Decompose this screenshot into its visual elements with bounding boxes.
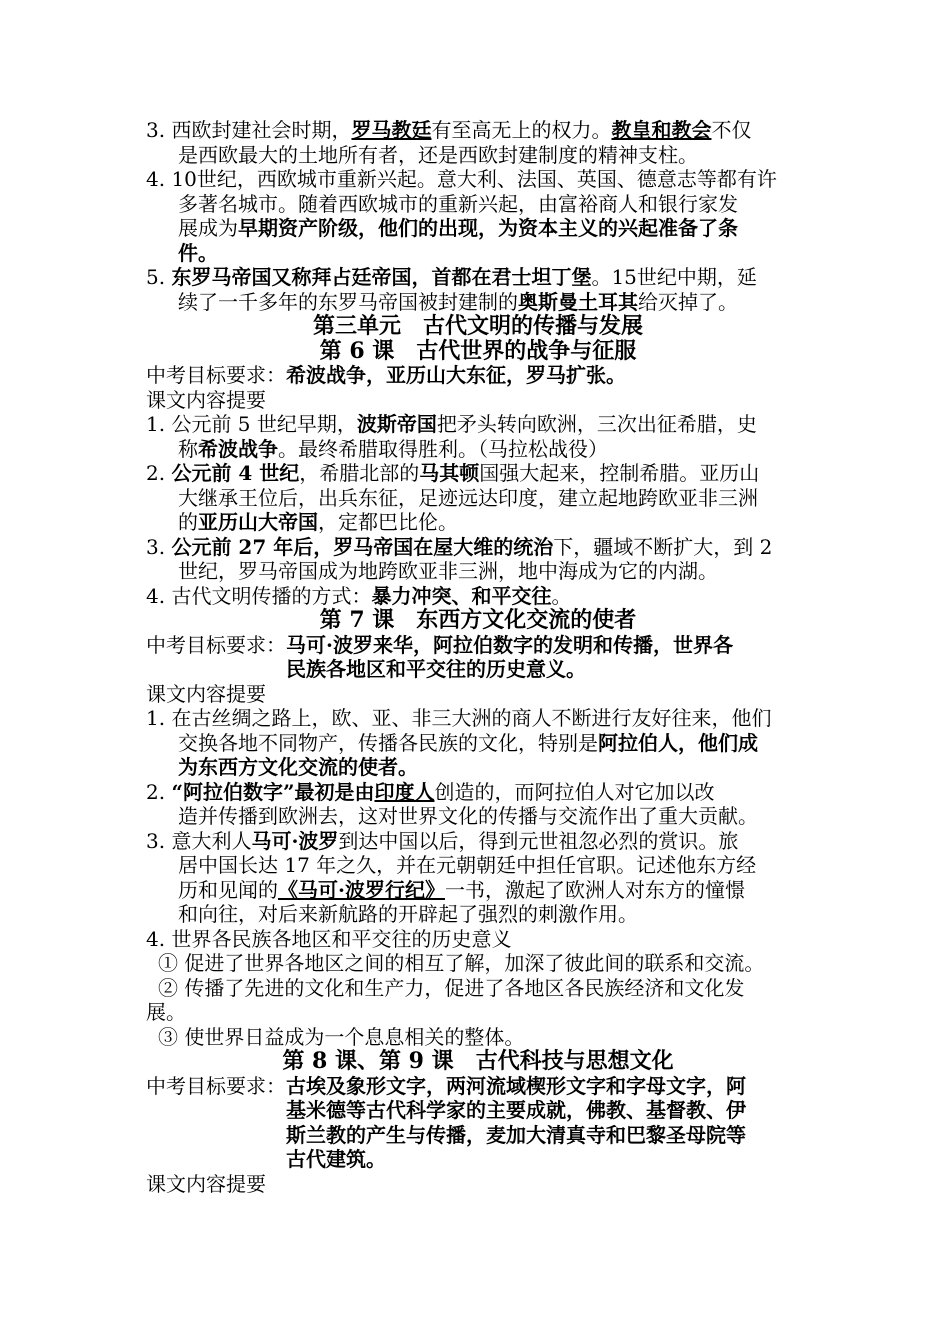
goal-text: 希波战争，亚历山大东征，罗马扩张。 <box>286 363 626 387</box>
text: ，希腊北部的 <box>299 461 420 485</box>
goal-label: 中考目标要求： <box>146 363 286 387</box>
l7-item-4: 4. 世界各民族各地区和平交往的历史意义 <box>146 926 512 951</box>
lesson-6-title: 第 6 课 古代世界的战争与征服 <box>319 337 637 364</box>
text: 1. 公元前 5 世纪早期， <box>146 412 357 436</box>
l7-sub-3: ③ 使世界日益成为一个息息相关的整体。 <box>158 1024 525 1049</box>
text: 。15世纪中期，延 <box>591 265 757 289</box>
bold-text: 东罗马帝国又称拜占廷帝国，首都在君士坦丁堡 <box>171 265 592 289</box>
text: 2. <box>146 779 172 804</box>
text: 。 <box>551 583 572 608</box>
item-4-line-4 <box>146 241 810 266</box>
keyword-roman-curia: 罗马教廷 <box>351 118 432 142</box>
l7-item-2-line-1 <box>146 780 810 805</box>
text: 国强大起来，控制希腊。亚历山 <box>479 461 760 485</box>
bold-text: 奥斯曼土耳其 <box>518 289 638 314</box>
goal-text: 马可·波罗来华，阿拉伯数字的发明和传播，世界各 <box>286 632 733 657</box>
text: 一书，激起了欧洲人对东方的憧憬 <box>444 877 745 902</box>
l7-sub-2-line-1: ② 传播了先进的文化和生产力，促进了各地区各民族经济和文化发 <box>158 975 745 1000</box>
text: 的 <box>178 510 198 534</box>
text: 4. 古代文明传播的方式： <box>146 583 372 608</box>
text: 到达中国以后，得到元世祖忽必烈的赏识。旅 <box>338 828 739 853</box>
bold-text: 件。 <box>178 240 218 265</box>
goal-text: 斯兰教的产生与传播，麦加大清真寺和巴黎圣母院等 <box>286 1122 746 1147</box>
l6-item-4 <box>146 584 810 609</box>
bold-text: 马可·波罗 <box>251 828 339 853</box>
item-4-line-1: 4. 10世纪，西欧城市重新兴起。意大利、法国、英国、德意志等都有许 <box>146 167 777 191</box>
goal-text: 民族各地区和平交往的历史意义。 <box>286 657 586 681</box>
section-heading: 课文内容提要 <box>146 1171 266 1196</box>
item-5-line-2 <box>146 290 810 315</box>
text: 展成为 <box>178 216 238 240</box>
l6-item-3-line-2: 世纪，罗马帝国成为地跨欧亚非三洲，地中海成为它的内湖。 <box>178 559 718 583</box>
document-page <box>146 118 810 1196</box>
item-4-line-3 <box>146 216 810 241</box>
text: 给灭掉了。 <box>638 289 738 314</box>
l7-item-1-line-3 <box>146 755 810 780</box>
bold-text: 希波战争 <box>198 436 278 461</box>
l7-item-3-line-2: 居中国长达 17 年之久，并在元朝朝廷中担任官职。记述他东方经 <box>178 853 757 877</box>
item-3-line-2: 是西欧最大的土地所有者，还是西欧封建制度的精神支柱。 <box>178 142 698 167</box>
text: 5. <box>146 265 172 289</box>
section-heading: 课文内容提要 <box>146 681 266 706</box>
lesson-6-goal <box>146 363 810 388</box>
text: 称 <box>178 436 198 461</box>
l6-item-2-line-2: 大继承王位后，出兵东征，足迹远达印度，建立起地跨欧亚非三洲 <box>178 485 758 510</box>
bold-text: 阿拉伯人，他们成 <box>598 730 758 755</box>
goal-text: 古代建筑。 <box>286 1147 386 1171</box>
l7-sub-2-line-2: 展。 <box>146 1000 186 1024</box>
l7-item-3-line-4: 和向往，对后来新航路的开辟起了强烈的刺激作用。 <box>178 902 638 926</box>
text: 3. <box>146 534 172 559</box>
l6-item-1-line-2 <box>146 437 810 462</box>
goal-label: 中考目标要求： <box>146 632 286 657</box>
bold-text: 暴力冲突、和平交往 <box>371 583 552 608</box>
text: 交换各地不同物产，传播各民族的文化，特别是 <box>178 730 598 755</box>
l7-item-1-line-1: 1. 在古丝绸之路上，欧、亚、非三大洲的商人不断进行友好往来，他们 <box>146 706 772 730</box>
text: 3. 西欧封建社会时期， <box>146 118 352 142</box>
l6-item-3-line-1 <box>146 535 810 560</box>
keyword-indians: 印度人 <box>374 779 435 804</box>
text: 创造的，而阿拉伯人对它加以改 <box>434 779 715 804</box>
lesson-8-9-goal <box>146 1074 810 1172</box>
bold-text: 公元前 27 年后，罗马帝国在屋大维的统治 <box>171 534 554 559</box>
text: 。最终希腊取得胜利。（马拉松战役） <box>278 436 608 461</box>
text: 下，疆域不断扩大，到 2 <box>553 534 773 559</box>
l7-item-3-line-3 <box>146 878 810 903</box>
lesson-8-9-title: 第 8 课、第 9 课 古代科技与思想文化 <box>282 1048 674 1074</box>
text: 有至高无上的权力。 <box>431 118 612 142</box>
unit-title: 第三单元 古代文明的传播与发展 <box>312 313 643 339</box>
bold-text: 马其顿 <box>419 461 480 485</box>
l7-item-3-line-1 <box>146 829 810 854</box>
bold-text: 亚历山大帝国 <box>198 510 318 534</box>
l6-item-1-line-1 <box>146 412 810 437</box>
text: 把矛头转向欧洲，三次出征希腊，史 <box>436 412 757 436</box>
item-5-line-1 <box>146 265 810 290</box>
bold-text: “阿拉伯数字”最初是由 <box>171 779 375 804</box>
goal-label: 中考目标要求： <box>146 1073 286 1098</box>
bold-text: 公元前 4 世纪 <box>171 461 300 485</box>
keyword-travels-book: 《马可·波罗行纪》 <box>278 877 445 902</box>
keyword-pope-church: 教皇和教会 <box>611 118 712 142</box>
l7-item-2-line-2: 造并传播到欧洲去，这对世界文化的传播与交流作出了重大贡献。 <box>178 804 758 828</box>
l6-item-2-line-3 <box>146 510 810 535</box>
text: 2. <box>146 461 172 485</box>
l6-item-2-line-1 <box>146 461 810 486</box>
bold-text: 早期资产阶级，他们的出现，为资本主义的兴起准备了条 <box>238 216 738 240</box>
goal-text: 基米德等古代科学家的主要成就，佛教、基督教、伊 <box>286 1098 746 1122</box>
section-heading: 课文内容提要 <box>146 387 266 412</box>
text: ，定都巴比伦。 <box>318 510 458 534</box>
text: 历和见闻的 <box>178 877 278 902</box>
item-3-line-1 <box>146 118 810 143</box>
bold-text: 波斯帝国 <box>356 412 437 436</box>
goal-text: 古埃及象形文字，两河流域楔形文字和字母文字，阿 <box>286 1073 746 1098</box>
l7-item-1-line-2 <box>146 731 810 756</box>
lesson-7-goal <box>146 633 810 682</box>
text: 不仅 <box>711 118 752 142</box>
bold-text: 为东西方文化交流的使者。 <box>178 755 418 779</box>
text: 续了一千多年的东罗马帝国被封建制的 <box>178 289 518 314</box>
l7-sub-1: ① 促进了世界各地区之间的相互了解，加深了彼此间的联系和交流。 <box>158 951 765 975</box>
item-4-line-2: 多著名城市。随着西欧城市的重新兴起，由富裕商人和银行家发 <box>178 191 738 216</box>
text: 3. 意大利人 <box>146 828 252 853</box>
lesson-7-title: 第 7 课 东西方文化交流的使者 <box>319 607 637 633</box>
